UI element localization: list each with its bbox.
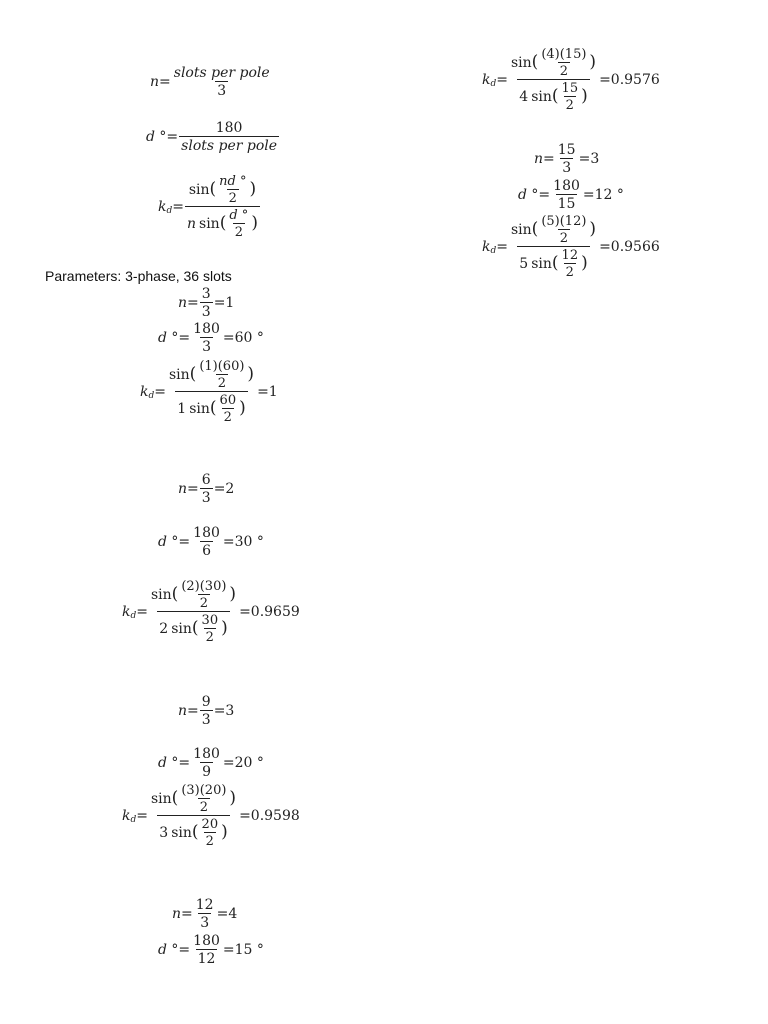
equals-sign: =	[159, 74, 171, 90]
fraction-numerator: 6	[201, 472, 211, 488]
inner-denominator: 2	[228, 191, 237, 206]
inner-numerator: 12	[561, 248, 579, 263]
d-fraction	[191, 526, 222, 558]
n-fraction	[200, 695, 213, 727]
d-value: 60 °	[234, 330, 264, 346]
d-value: 12 °	[594, 187, 624, 203]
left-paren: (	[191, 618, 199, 638]
n-value: 3	[590, 151, 600, 167]
fraction-numerator: slots per pole	[173, 65, 270, 81]
n-definition	[150, 66, 273, 98]
left-paren: (	[551, 86, 559, 106]
equals-sign: =	[239, 808, 251, 824]
inner-fraction	[218, 394, 239, 424]
inner-denominator: 2	[559, 231, 568, 246]
sin-label: sin	[510, 55, 532, 71]
fraction-denominator: 6	[202, 543, 211, 559]
equals-sign: =	[543, 151, 555, 167]
k-subscript: d	[130, 814, 137, 825]
n-fraction	[556, 143, 578, 175]
inner-fraction	[539, 215, 588, 245]
case5-d	[518, 179, 624, 211]
fraction-denominator: 9	[202, 764, 211, 780]
sin-label: sin	[171, 825, 192, 841]
fraction-denominator	[185, 206, 260, 239]
inner-denominator: 2	[234, 225, 243, 240]
n-fraction	[172, 66, 272, 98]
inner-numerator: 15	[561, 81, 579, 96]
n-symbol: n	[150, 74, 160, 90]
inner-fraction	[560, 249, 581, 279]
sin-label: sin	[150, 587, 172, 603]
fraction-denominator: 12	[197, 951, 216, 967]
k-symbol: k	[482, 72, 491, 88]
d-fraction	[191, 934, 222, 966]
inner-fraction	[227, 209, 250, 239]
right-paren: )	[581, 253, 588, 273]
case4-d	[158, 934, 264, 966]
coefficient: 3	[159, 825, 169, 841]
fraction-denominator: 3	[217, 83, 227, 99]
equals-sign: =	[172, 199, 184, 215]
inner-fraction	[179, 580, 228, 610]
inner-numerator: d °	[229, 208, 249, 223]
fraction-numerator	[149, 784, 238, 815]
fraction-denominator	[175, 391, 247, 424]
fraction-numerator: 180	[193, 746, 220, 762]
equals-sign: =	[222, 534, 235, 550]
k-subscript: d	[166, 205, 173, 216]
k-symbol: k	[140, 384, 149, 400]
n-value: 1	[225, 295, 235, 311]
fraction-numerator	[509, 48, 598, 79]
case3-n	[178, 695, 234, 727]
left-paren: (	[531, 52, 539, 72]
left-paren: (	[171, 788, 179, 808]
k-subscript: d	[130, 610, 137, 621]
left-paren: (	[219, 213, 227, 233]
sin-label: sin	[189, 401, 210, 417]
kd-fraction	[167, 360, 256, 424]
n-value: 2	[225, 481, 235, 497]
right-paren: )	[221, 822, 228, 842]
d-fraction	[179, 121, 279, 153]
kd-fraction	[149, 784, 238, 848]
inner-fraction	[200, 614, 221, 644]
n-symbol: n	[178, 703, 188, 719]
case5-kd	[482, 215, 660, 279]
case4-kd	[482, 48, 660, 112]
equals-sign: =	[257, 384, 269, 400]
case1-n	[178, 287, 234, 319]
d-symbol: d °	[518, 187, 539, 203]
d-symbol: d °	[158, 330, 179, 346]
k-subscript: d	[490, 245, 497, 256]
equals-sign: =	[178, 755, 191, 771]
fraction-denominator	[517, 246, 589, 279]
d-value: 30 °	[234, 534, 264, 550]
equals-sign: =	[187, 295, 199, 311]
equals-sign: =	[187, 481, 199, 497]
n-value: 3	[225, 703, 235, 719]
coefficient: 1	[177, 401, 187, 417]
n-fraction	[200, 473, 213, 505]
kd-fraction	[185, 175, 260, 239]
right-paren: )	[581, 86, 588, 106]
coefficient: 2	[159, 621, 169, 637]
inner-numerator: (3)(20)	[181, 783, 227, 798]
left-paren: (	[171, 584, 179, 604]
d-value: 20 °	[234, 755, 264, 771]
k-symbol: k	[158, 199, 167, 215]
sin-label: sin	[171, 621, 192, 637]
fraction-numerator: 3	[201, 286, 211, 302]
n-value: 4	[228, 906, 238, 922]
n-symbol: n	[178, 481, 188, 497]
inner-denominator: 2	[559, 64, 568, 79]
inner-fraction	[179, 784, 228, 814]
d-symbol: d °	[158, 755, 179, 771]
n-symbol: n	[178, 295, 188, 311]
sin-label: sin	[199, 216, 220, 232]
inner-denominator: 2	[205, 834, 214, 849]
inner-numerator: nd °	[219, 174, 247, 189]
right-paren: )	[229, 788, 237, 808]
equals-sign: =	[222, 942, 235, 958]
equals-sign: =	[582, 187, 595, 203]
sin-label: sin	[510, 222, 532, 238]
d-definition	[146, 121, 280, 153]
d-symbol: d °	[146, 129, 167, 145]
case3-kd	[122, 784, 300, 848]
case3-d	[158, 747, 264, 779]
equals-sign: =	[181, 906, 193, 922]
fraction-denominator	[157, 815, 229, 848]
equals-sign: =	[496, 72, 508, 88]
case2-d	[158, 526, 264, 558]
k-symbol: k	[122, 604, 131, 620]
fraction-numerator: 9	[201, 694, 211, 710]
equals-sign: =	[213, 481, 226, 497]
equals-sign: =	[213, 703, 226, 719]
left-paren: (	[209, 179, 217, 199]
case1-kd	[140, 360, 278, 424]
right-paren: )	[229, 584, 237, 604]
inner-denominator: 2	[205, 630, 214, 645]
k-symbol: k	[482, 239, 491, 255]
d-fraction	[191, 747, 222, 779]
fraction-denominator	[157, 611, 229, 644]
n-symbol: n	[172, 906, 182, 922]
equals-sign: =	[136, 808, 148, 824]
fraction-numerator	[187, 175, 258, 206]
kd-value: 0.9659	[250, 604, 300, 620]
equals-sign: =	[154, 384, 166, 400]
n-symbol: n	[186, 216, 197, 232]
kd-value: 0.9576	[610, 72, 660, 88]
d-symbol: d °	[158, 534, 179, 550]
fraction-denominator: 3	[202, 339, 211, 355]
fraction-denominator: 3	[200, 915, 210, 931]
inner-fraction	[217, 175, 248, 205]
coefficient: 5	[519, 256, 529, 272]
fraction-denominator: 3	[201, 712, 211, 728]
kd-fraction	[509, 215, 598, 279]
d-fraction	[191, 322, 222, 354]
fraction-denominator: 3	[562, 160, 572, 176]
sin-label: sin	[188, 182, 210, 198]
inner-numerator: (1)(60)	[199, 359, 245, 374]
coefficient: 4	[519, 89, 529, 105]
equals-sign: =	[239, 604, 251, 620]
inner-fraction	[197, 360, 246, 390]
fraction-numerator: 180	[553, 178, 580, 194]
inner-denominator: 2	[565, 265, 574, 280]
inner-denominator: 2	[199, 596, 208, 611]
inner-numerator: (5)(12)	[541, 214, 587, 229]
fraction-numerator: 180	[193, 525, 220, 541]
left-paren: (	[189, 364, 197, 384]
fraction-numerator: 12	[195, 897, 214, 913]
sin-label: sin	[531, 256, 552, 272]
right-paren: )	[239, 398, 246, 418]
kd-definition	[158, 175, 261, 239]
fraction-numerator	[149, 580, 238, 611]
case4-n	[172, 898, 237, 930]
parameters-label: Parameters: 3-phase, 36 slots	[45, 268, 232, 284]
equals-sign: =	[599, 239, 611, 255]
case5-n	[534, 143, 599, 175]
kd-value: 1	[268, 384, 278, 400]
inner-denominator: 2	[217, 376, 226, 391]
right-paren: )	[589, 219, 597, 239]
equals-sign: =	[222, 330, 235, 346]
equals-sign: =	[178, 534, 191, 550]
fraction-denominator: 3	[201, 304, 211, 320]
fraction-numerator	[167, 360, 256, 391]
k-symbol: k	[122, 808, 131, 824]
equals-sign: =	[578, 151, 591, 167]
d-value: 15 °	[234, 942, 264, 958]
n-symbol: n	[534, 151, 544, 167]
k-subscript: d	[148, 390, 155, 401]
inner-denominator: 2	[565, 98, 574, 113]
fraction-numerator: 15	[557, 142, 576, 158]
sin-label: sin	[150, 791, 172, 807]
case1-d	[158, 322, 264, 354]
right-paren: )	[251, 213, 258, 233]
kd-fraction	[509, 48, 598, 112]
fraction-numerator: 180	[193, 933, 220, 949]
equals-sign: =	[166, 129, 179, 145]
d-fraction	[551, 179, 582, 211]
right-paren: )	[249, 179, 257, 199]
equals-sign: =	[213, 295, 226, 311]
fraction-denominator	[517, 79, 589, 112]
kd-fraction	[149, 580, 238, 644]
fraction-denominator: slots per pole	[181, 138, 278, 154]
equals-sign: =	[216, 906, 229, 922]
inner-numerator: 20	[201, 817, 219, 832]
equals-sign: =	[496, 239, 508, 255]
left-paren: (	[191, 822, 199, 842]
equals-sign: =	[178, 330, 191, 346]
equals-sign: =	[178, 942, 191, 958]
inner-denominator: 2	[223, 410, 232, 425]
equals-sign: =	[222, 755, 235, 771]
n-fraction	[194, 898, 216, 930]
left-paren: (	[209, 398, 217, 418]
d-symbol: d °	[158, 942, 179, 958]
case2-n	[178, 473, 234, 505]
fraction-numerator: 180	[193, 321, 220, 337]
sin-label: sin	[531, 89, 552, 105]
inner-numerator: (4)(15)	[541, 47, 587, 62]
kd-value: 0.9598	[250, 808, 300, 824]
inner-fraction	[539, 48, 588, 78]
kd-value: 0.9566	[610, 239, 660, 255]
case2-kd	[122, 580, 300, 644]
right-paren: )	[589, 52, 597, 72]
inner-numerator: 30	[201, 613, 219, 628]
fraction-numerator	[509, 215, 598, 246]
equals-sign: =	[538, 187, 551, 203]
equals-sign: =	[187, 703, 199, 719]
sin-label: sin	[168, 367, 190, 383]
right-paren: )	[247, 364, 255, 384]
fraction-denominator: 15	[557, 196, 576, 212]
inner-denominator: 2	[199, 800, 208, 815]
fraction-numerator: 180	[215, 120, 243, 136]
n-fraction	[200, 287, 213, 319]
inner-numerator: 60	[219, 393, 237, 408]
equals-sign: =	[599, 72, 611, 88]
equals-sign: =	[136, 604, 148, 620]
inner-fraction	[200, 818, 221, 848]
inner-numerator: (2)(30)	[181, 579, 227, 594]
inner-fraction	[560, 82, 581, 112]
fraction-denominator: 3	[201, 490, 211, 506]
k-subscript: d	[490, 78, 497, 89]
right-paren: )	[221, 618, 228, 638]
left-paren: (	[531, 219, 539, 239]
left-paren: (	[551, 253, 559, 273]
